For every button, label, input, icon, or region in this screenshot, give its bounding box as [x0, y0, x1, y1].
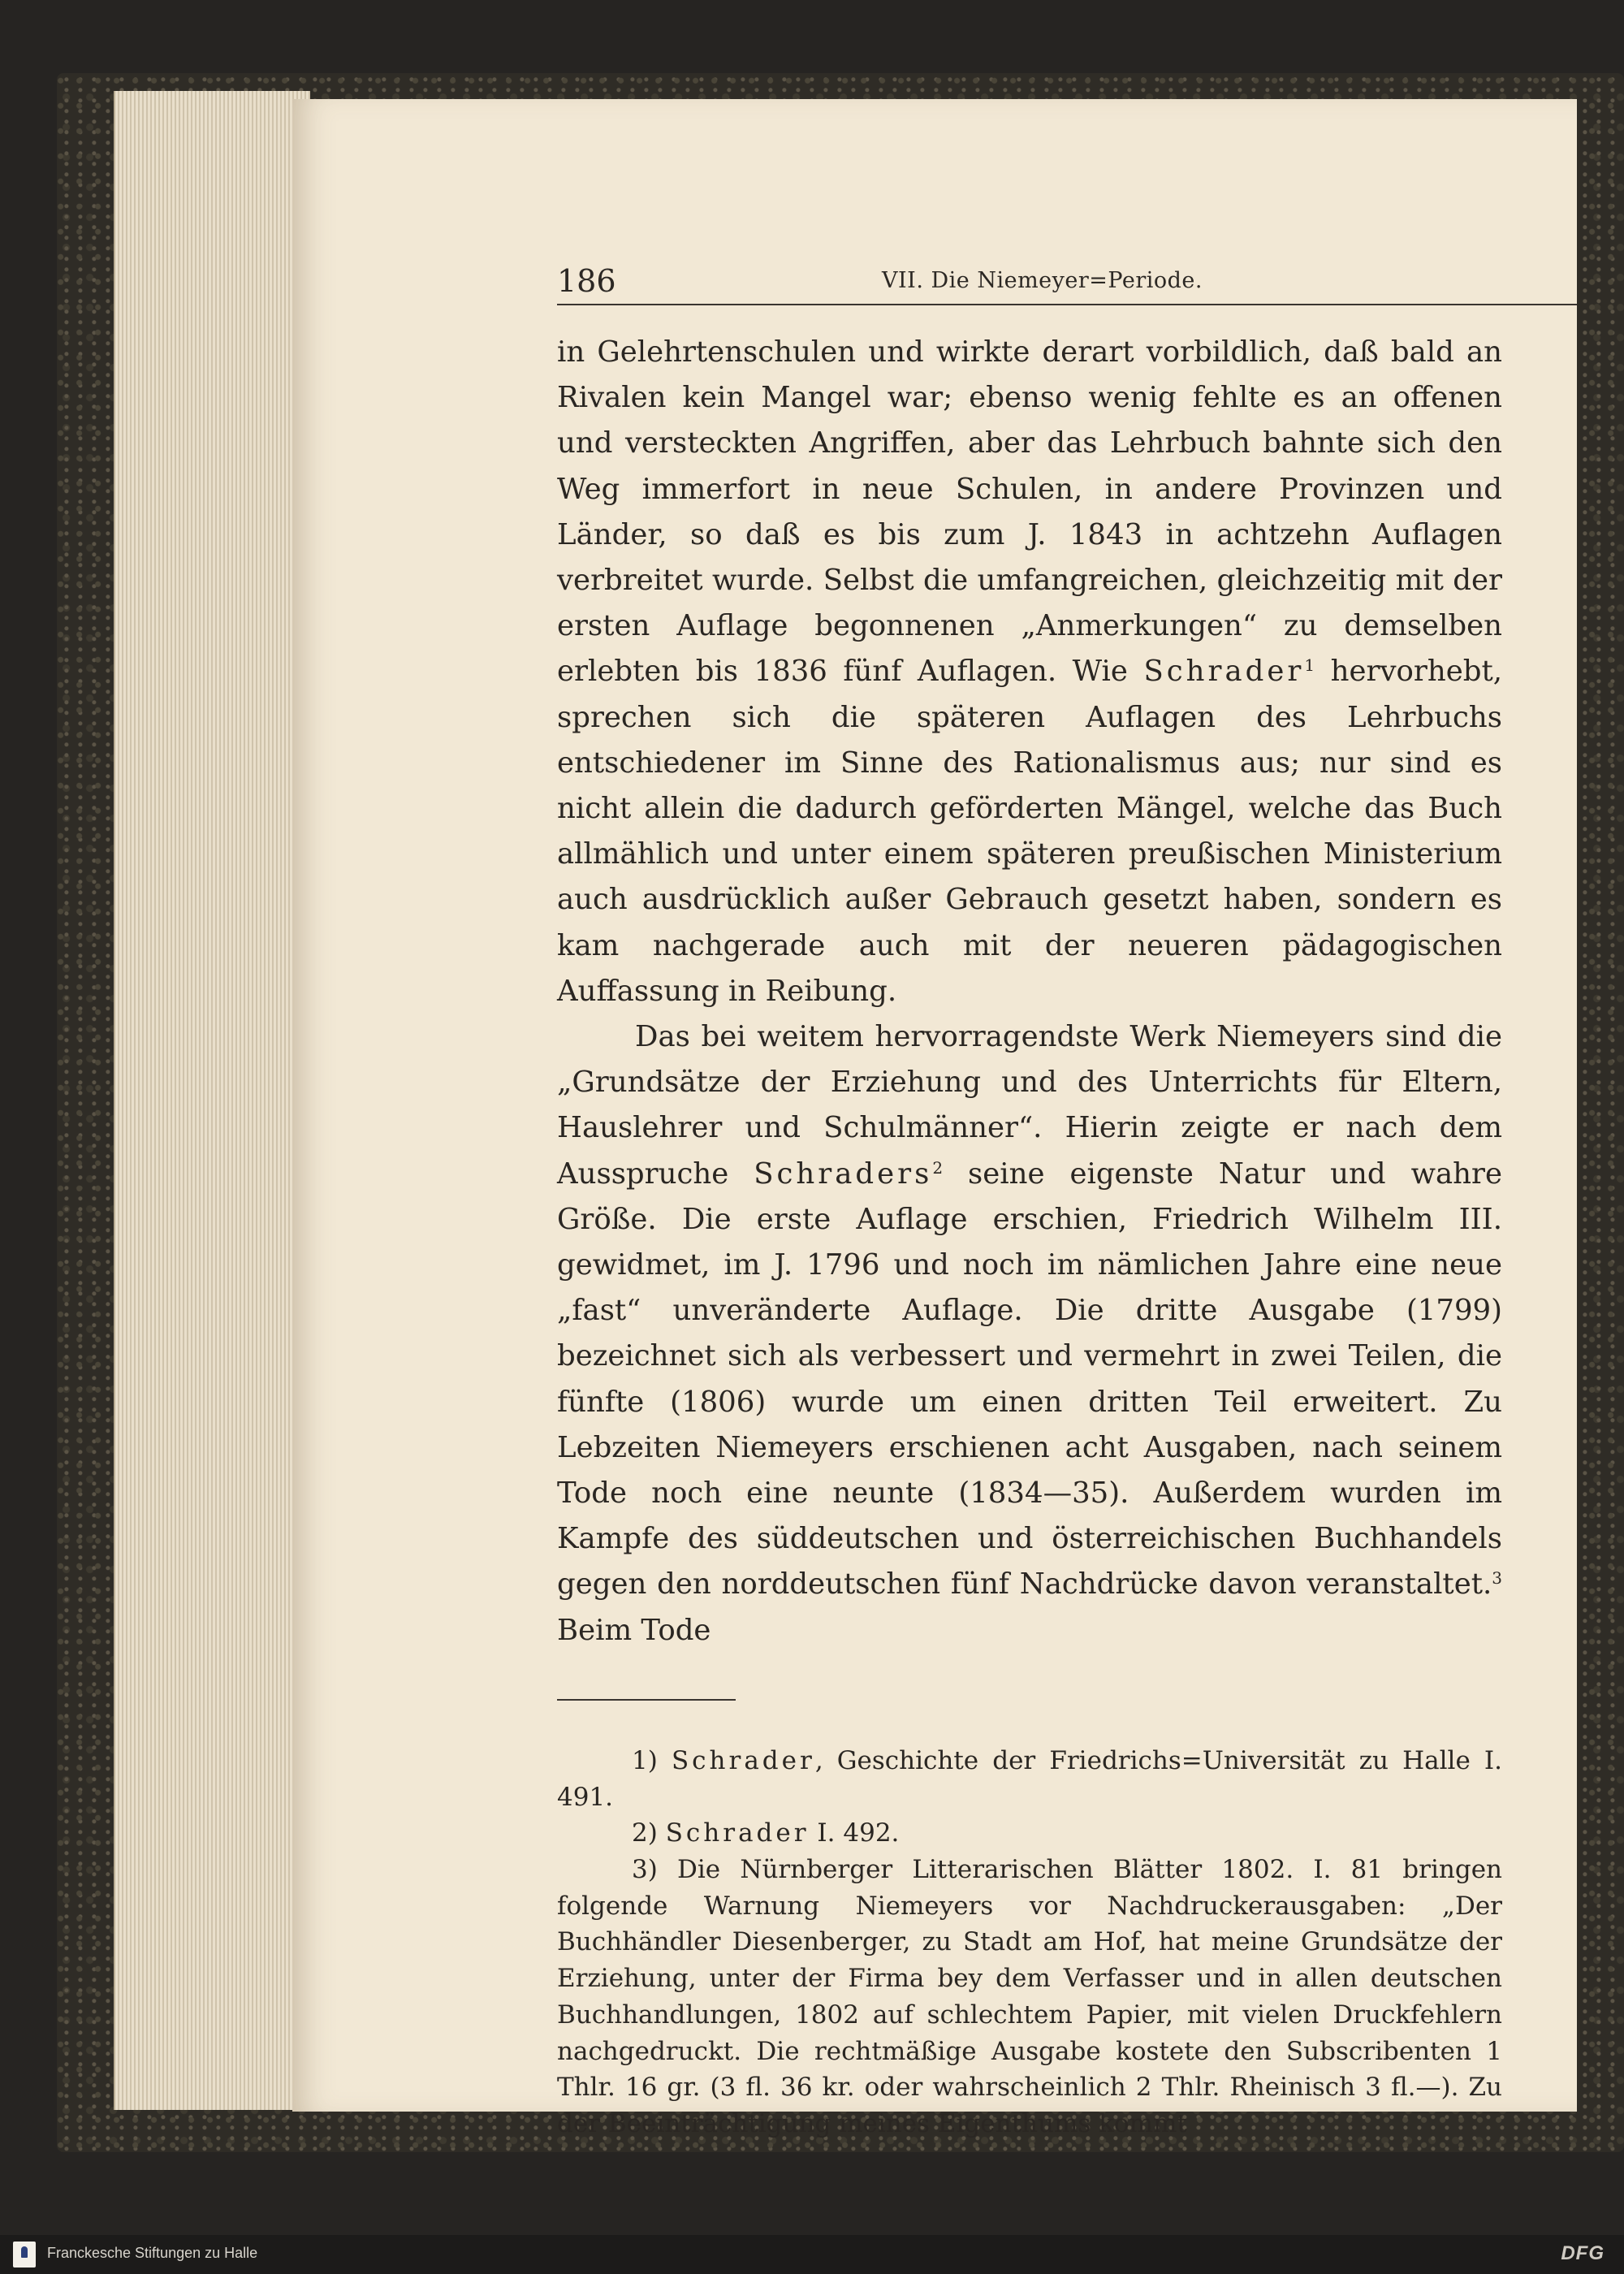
viewer-bottom-bar [0, 2235, 1624, 2274]
institution-name[interactable]: Franckesche Stiftungen zu Halle [47, 2245, 258, 2261]
footnote-ref[interactable]: 1 [1304, 655, 1315, 676]
paragraph-1: in Gelehrtenschulen und wirkte derart vorbildlich, daß bald an Rivalen kein Mangel war; ebenso wenig fehlte es an offenen und versteckten Angriffen, aber das Lehrbuch bahnte sich den Weg immerfort in neue Schulen, in andere Provinzen und Länder, so daß es bis zum J. 1843 in achtzehn Auflagen verbreitet wurde. Selbst die umfangreichen, gleichzeitig mit der ersten Auflage begonnenen „Anmerkungen“ zu demselben erlebten bis 1836 fünf Auflagen. Wie Schrader$^1$ hervorhebt, sprechen sich die späteren Auflagen des Lehrbuchs entschiedener im Sinne des Rationalismus aus; nur sind es nicht allein die dadurch geförderten Mängel, welche das Buch allmählich und unter einem späteren preußischen Ministerium auch ausdrücklich außer Gebrauch gesetzt haben, sondern es kam nachgerade auch mit der neueren pädagogischen Auffassung in Reibung. [557, 335, 1502, 1008]
page-number: 186 [557, 263, 616, 299]
running-title: VII. Die Niemeyer=Periode. [882, 268, 1203, 293]
page-content [557, 257, 1577, 2142]
footnote-1: 1) Schrader, Geschichte der Friedrichs=Universität zu Halle I. 491. [557, 1745, 1503, 1812]
footnote-ref[interactable]: 2 [932, 1157, 944, 1178]
dfg-logo[interactable]: DFG [1561, 2242, 1605, 2264]
paragraph-2: Das bei weitem hervorragendste Werk Niemeyers sind die „Grundsätze der Erziehung und des Unterrichts für Eltern, Hauslehrer und Schulmänner“. Hierin zeigte er nach dem Ausspruche Schraders$^2$ seine eigenste Natur und wahre Größe. Die erste Auflage erschien, Friedrich Wilhelm III. gewidmet, im J. 1796 und noch im nämlichen Jahre eine neue „fast“ unveränderte Auflage. Die dritte Ausgabe (1799) bezeichnet sich als verbessert und vermehrt in zwei Teilen, die fünfte (1806) wurde um einen dritten Teil erweitert. Zu Lebzeiten Niemeyers erschienen acht Ausgaben, nach seinem Tode noch eine neunte (1834—35). Außerdem wurden im Kampfe des süddeutschen und österreichischen Buchhandels gegen den norddeutschen fünf Nachdrücke davon veranstaltet.$^3$ Beim Tode [557, 1020, 1502, 1647]
footnote-3: 3) Die Nürnberger Litterarischen Blätter 1802. I. 81 bringen folgende Warnung Niemeyers vor Nachdruckerausgaben: „Der Buchhändler Diesenberger, zu Stadt am Hof, hat meine Grundsätze der Erziehung, unter der Firma bey dem Verfasser und in allen deutschen Buchhandlungen, 1802 auf schlechtem Papier, mit vielen Druckfehlern nachgedruckt. Die rechtmäßige Ausgabe kostete den Subscribenten 1 Thlr. 16 gr. (3 fl. 36 kr. oder wahrscheinlich 2 Thlr. Rheinisch 3 fl.—). Zu der Beeinträchtigung meines Eigenthums kommt [557, 1855, 1502, 2138]
footnotes [557, 1743, 1502, 2142]
spaced-name: Schraders [754, 1156, 933, 1191]
institution-logo-icon[interactable] [13, 2242, 36, 2268]
footnote-ref[interactable]: 3 [1492, 1568, 1502, 1589]
page-edges [114, 91, 310, 2110]
book-page [292, 99, 1577, 2138]
footnote-rule [557, 1699, 736, 1701]
running-head [557, 257, 1577, 305]
spaced-name: Schrader [1143, 655, 1305, 689]
footnote-2: 2) Schrader I. 492. [632, 1818, 900, 1848]
body-text [557, 330, 1502, 1654]
